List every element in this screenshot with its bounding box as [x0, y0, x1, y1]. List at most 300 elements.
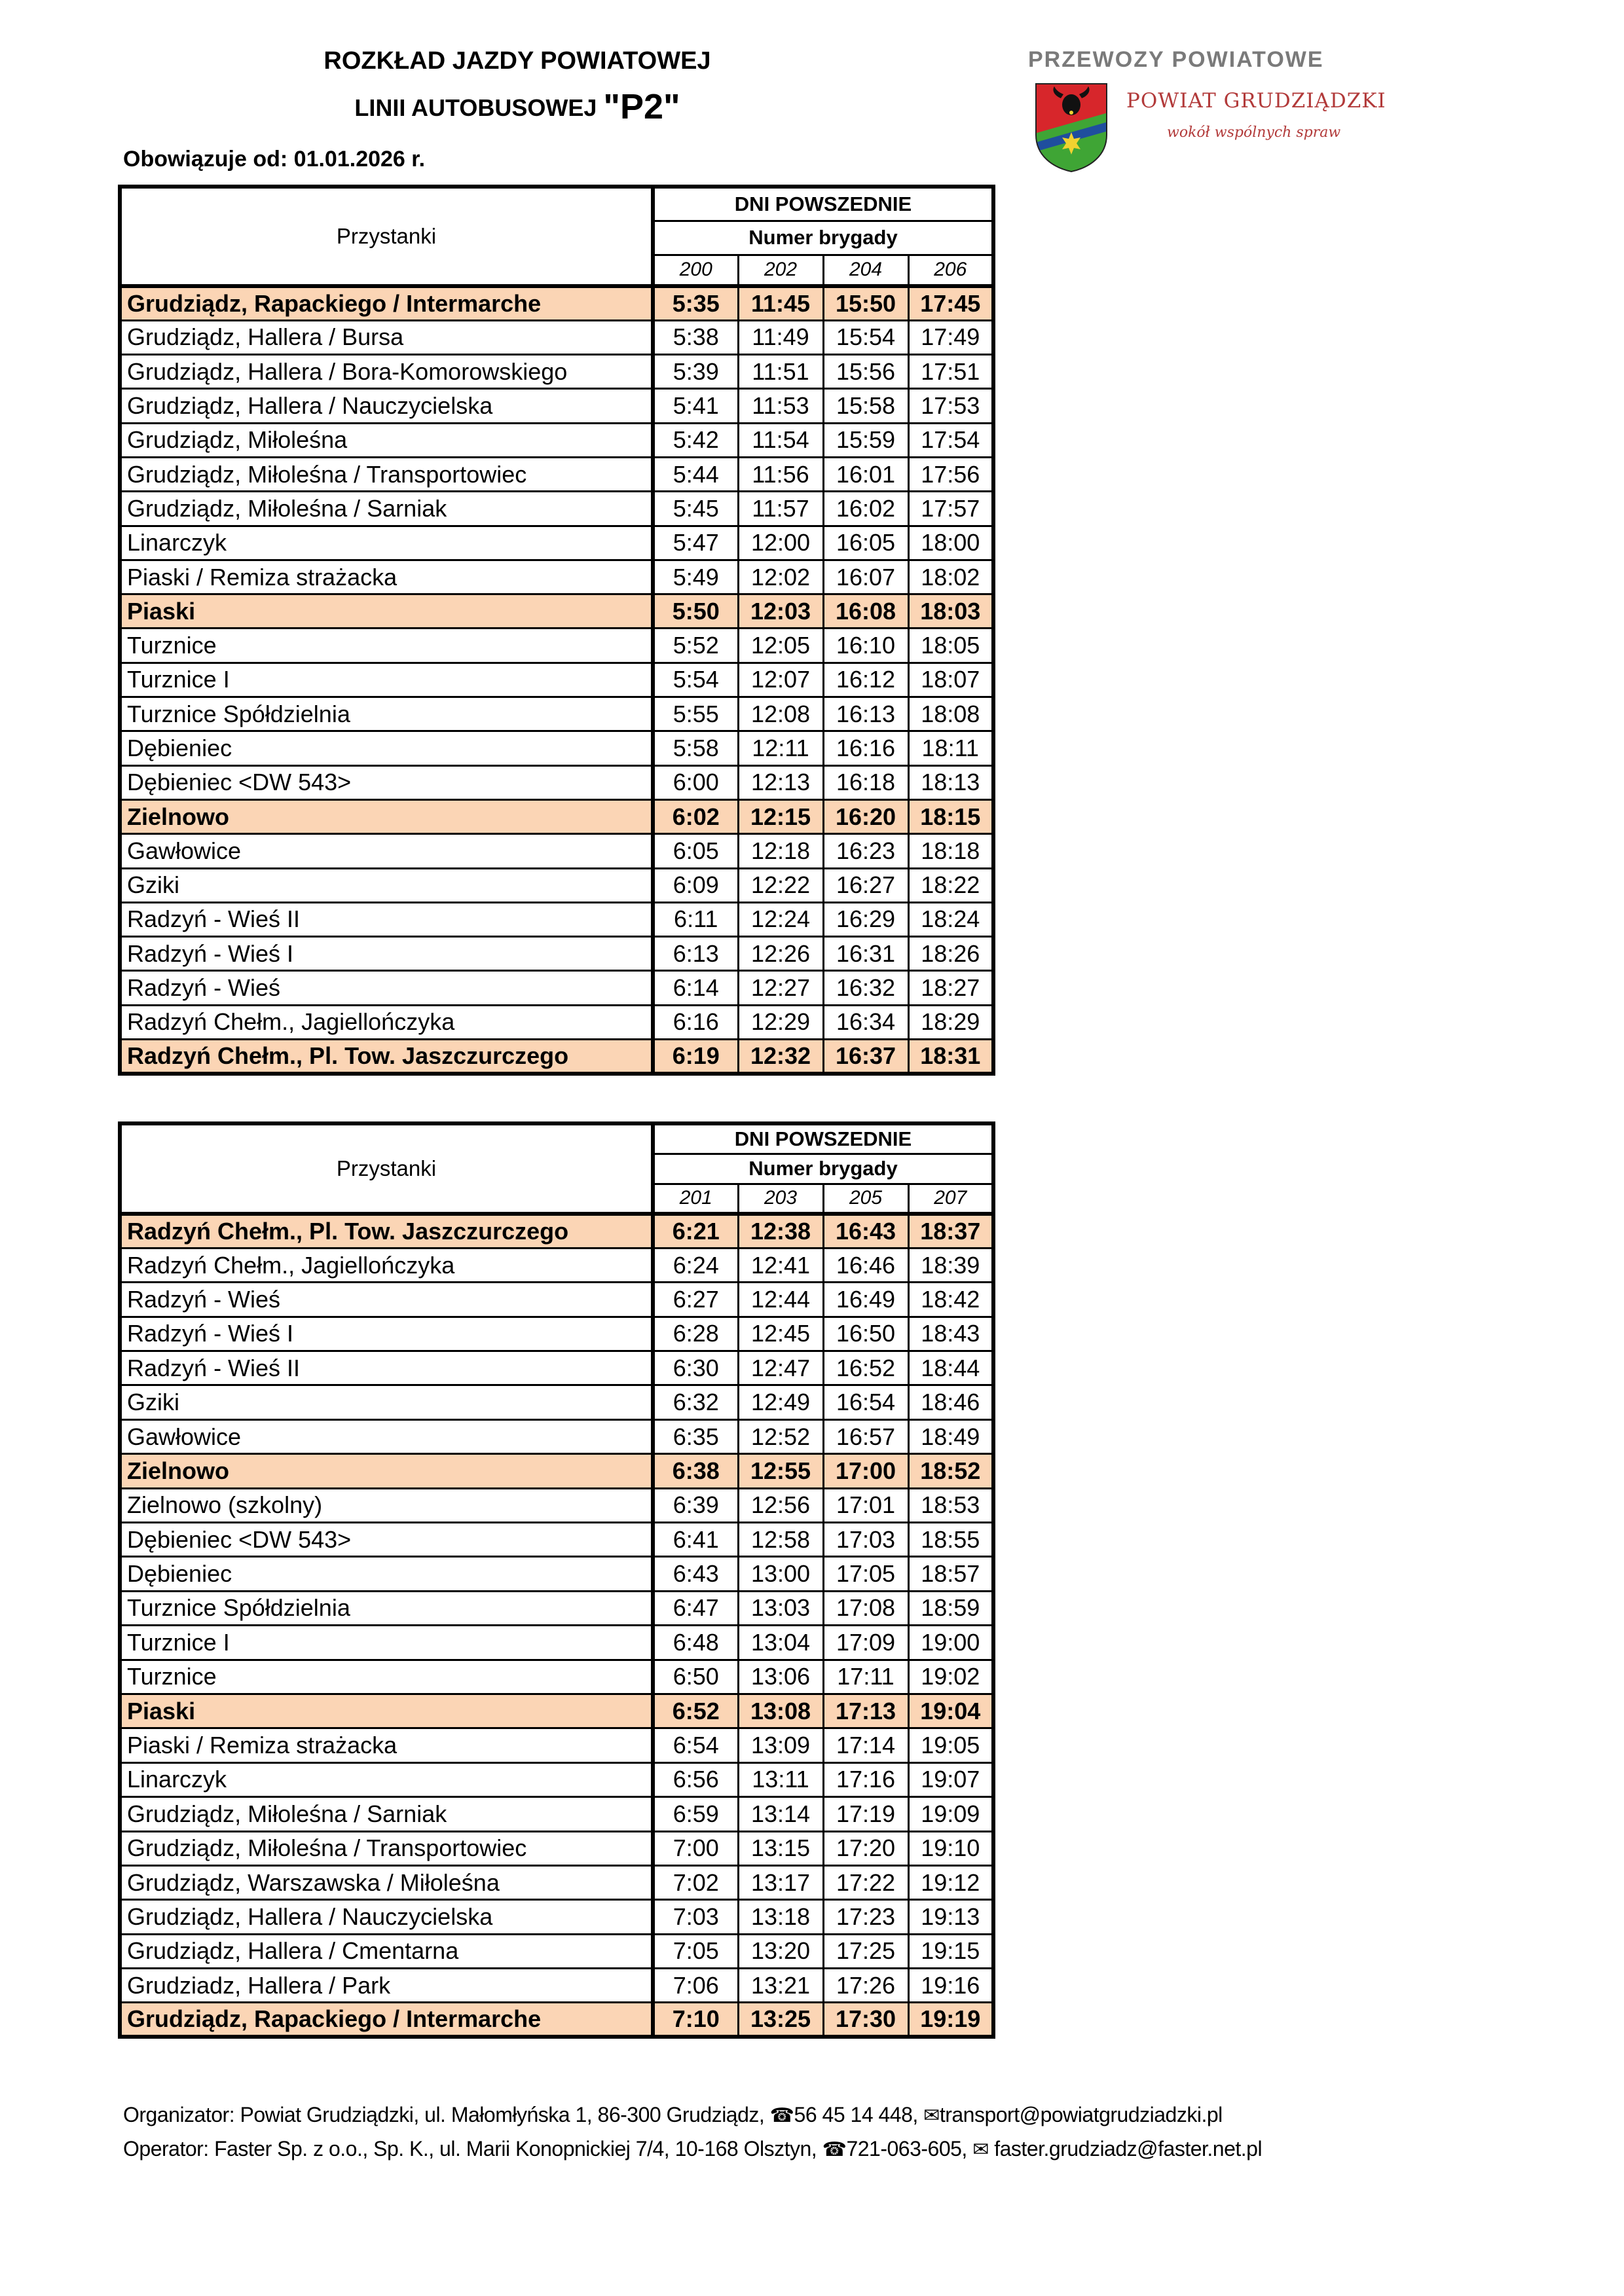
departure-time: 19:15: [908, 1934, 993, 1968]
stop-name: Radzyń - Wieś: [120, 1283, 653, 1317]
departure-time: 18:26: [908, 937, 993, 971]
departure-time: 18:52: [908, 1454, 993, 1488]
stop-name: Turznice I: [120, 663, 653, 697]
table-row: [120, 286, 993, 320]
coat-of-arms-icon: [1035, 82, 1108, 173]
departure-time: 17:01: [823, 1488, 908, 1522]
table-row: [120, 971, 993, 1005]
stop-name: Turznice I: [120, 1626, 653, 1660]
timetable-title: ROZKŁAD JAZDY POWIATOWEJ: [323, 47, 711, 75]
table-row: [120, 765, 993, 799]
departure-time: 18:39: [908, 1248, 993, 1282]
departure-time: 13:00: [738, 1557, 823, 1591]
table-row: [120, 1040, 993, 1074]
operator-email[interactable]: faster.grudziadz@faster.net.pl: [994, 2137, 1263, 2160]
departure-time: 13:18: [738, 1900, 823, 1934]
departure-time: 17:45: [908, 286, 993, 320]
stop-name: Zielnowo (szkolny): [120, 1488, 653, 1522]
departure-time: 11:53: [738, 389, 823, 423]
table-row: [120, 1865, 993, 1899]
table-row: [120, 1660, 993, 1694]
subtitle-prefix: LINII AUTOBUSOWEJ: [354, 94, 597, 121]
stop-name: Turznice Spółdzielnia: [120, 1591, 653, 1625]
departure-time: 16:43: [823, 1214, 908, 1248]
table-row: [120, 937, 993, 971]
table-row: [120, 526, 993, 560]
table-row: [120, 1454, 993, 1488]
stop-name: Grudziądz, Rapackiego / Intermarche: [120, 286, 653, 320]
departure-time: 12:44: [738, 1283, 823, 1317]
departure-time: 6:39: [653, 1488, 738, 1522]
stop-name: Radzyń Chełm., Jagiellończyka: [120, 1005, 653, 1039]
departure-time: 19:07: [908, 1762, 993, 1796]
table-row: [120, 1283, 993, 1317]
brigade-number: 202: [738, 255, 823, 286]
phone-icon: ☎: [822, 2139, 847, 2160]
departure-time: 12:45: [738, 1317, 823, 1351]
table-row: [120, 663, 993, 697]
departure-time: 18:29: [908, 1005, 993, 1039]
departure-time: 18:15: [908, 799, 993, 833]
table-row: [120, 423, 993, 457]
stop-name: Linarczyk: [120, 1762, 653, 1796]
brigade-number: 201: [653, 1184, 738, 1214]
departure-time: 12:41: [738, 1248, 823, 1282]
table-row: [120, 834, 993, 868]
departure-time: 16:18: [823, 765, 908, 799]
departure-time: 19:09: [908, 1797, 993, 1831]
stop-name: Radzyń Chełm., Pl. Tow. Jaszczurczego: [120, 1040, 653, 1074]
table-row: [120, 902, 993, 936]
departure-time: 15:50: [823, 286, 908, 320]
stop-name: Grudziądz, Hallera / Bora-Komorowskiego: [120, 355, 653, 389]
operator-info: [123, 2137, 1262, 2161]
table-row: [120, 457, 993, 491]
departure-time: 6:02: [653, 799, 738, 833]
brigade-header: Numer brygady: [653, 221, 993, 255]
table-row: [120, 1317, 993, 1351]
departure-time: 5:38: [653, 320, 738, 354]
departure-time: 7:03: [653, 1900, 738, 1934]
days-header: DNI POWSZEDNIE: [653, 1123, 993, 1154]
departure-time: 17:09: [823, 1626, 908, 1660]
departure-time: 16:49: [823, 1283, 908, 1317]
departure-time: 12:52: [738, 1419, 823, 1453]
table-row: [120, 1005, 993, 1039]
departure-time: 11:51: [738, 355, 823, 389]
departure-time: 12:47: [738, 1351, 823, 1385]
departure-time: 18:57: [908, 1557, 993, 1591]
departure-time: 13:15: [738, 1831, 823, 1865]
departure-time: 17:11: [823, 1660, 908, 1694]
line-code: "P2": [603, 87, 680, 126]
stop-name: Grudziądz, Miłoleśna: [120, 423, 653, 457]
departure-time: 6:41: [653, 1523, 738, 1557]
departure-time: 5:52: [653, 629, 738, 663]
stop-name: Gawłowice: [120, 834, 653, 868]
departure-time: 12:18: [738, 834, 823, 868]
departure-time: 11:49: [738, 320, 823, 354]
departure-time: 5:47: [653, 526, 738, 560]
stop-name: Grudziądz, Miłoleśna / Sarniak: [120, 492, 653, 526]
table-row: [120, 1557, 993, 1591]
envelope-icon: ✉: [923, 2105, 940, 2126]
organizer-phone: 56 45 14 448,: [794, 2103, 918, 2126]
departure-time: 16:20: [823, 799, 908, 833]
departure-time: 17:56: [908, 457, 993, 491]
departure-time: 17:30: [823, 2003, 908, 2037]
stop-name: Grudziądz, Miłoleśna / Transportowiec: [120, 1831, 653, 1865]
departure-time: 16:34: [823, 1005, 908, 1039]
operator-text: Operator: Faster Sp. z o.o., Sp. K., ul. Marii Konopnickiej 7/4, 10-168 Olsztyn,: [123, 2137, 817, 2160]
departure-time: 6:43: [653, 1557, 738, 1591]
stop-name: Radzyń Chełm., Pl. Tow. Jaszczurczego: [120, 1214, 653, 1248]
logo-name: POWIAT GRUDZIĄDZKI: [1126, 89, 1386, 113]
departure-time: 6:48: [653, 1626, 738, 1660]
departure-time: 6:32: [653, 1385, 738, 1419]
departure-time: 12:05: [738, 629, 823, 663]
departure-time: 13:17: [738, 1865, 823, 1899]
stop-name: Piaski / Remiza strażacka: [120, 560, 653, 594]
departure-time: 5:39: [653, 355, 738, 389]
departure-time: 17:25: [823, 1934, 908, 1968]
departure-time: 17:16: [823, 1762, 908, 1796]
brigade-number: 207: [908, 1184, 993, 1214]
departure-time: 6:54: [653, 1728, 738, 1762]
departure-time: 18:43: [908, 1317, 993, 1351]
stop-name: Turznice: [120, 629, 653, 663]
departure-time: 12:11: [738, 731, 823, 765]
departure-time: 6:50: [653, 1660, 738, 1694]
departure-time: 19:12: [908, 1865, 993, 1899]
departure-time: 12:32: [738, 1040, 823, 1074]
departure-time: 15:59: [823, 423, 908, 457]
table-row: [120, 1969, 993, 2003]
departure-time: 6:11: [653, 902, 738, 936]
stop-name: Turznice: [120, 1660, 653, 1694]
departure-time: 12:24: [738, 902, 823, 936]
departure-time: 12:55: [738, 1454, 823, 1488]
departure-time: 7:02: [653, 1865, 738, 1899]
departure-time: 18:37: [908, 1214, 993, 1248]
departure-time: 18:24: [908, 902, 993, 936]
logo-tagline: wokół wspólnych spraw: [1167, 124, 1341, 141]
table-row: [120, 492, 993, 526]
departure-time: 5:55: [653, 697, 738, 731]
valid-from: Obowiązuje od: 01.01.2026 r.: [123, 147, 426, 172]
departure-time: 18:08: [908, 697, 993, 731]
departure-time: 18:05: [908, 629, 993, 663]
departure-time: 18:03: [908, 594, 993, 629]
stops-header: Przystanki: [120, 187, 653, 286]
envelope-icon: ✉: [972, 2139, 989, 2160]
departure-time: 6:05: [653, 834, 738, 868]
departure-time: 12:26: [738, 937, 823, 971]
departure-time: 19:04: [908, 1694, 993, 1728]
table-row: [120, 1728, 993, 1762]
table-row: [120, 1626, 993, 1660]
table-row: [120, 1351, 993, 1385]
departure-time: 16:07: [823, 560, 908, 594]
departure-time: 16:50: [823, 1317, 908, 1351]
departure-time: 6:00: [653, 765, 738, 799]
departure-time: 12:38: [738, 1214, 823, 1248]
table-row: [120, 1831, 993, 1865]
days-header: DNI POWSZEDNIE: [653, 187, 993, 221]
departure-time: 18:00: [908, 526, 993, 560]
table-row: [120, 799, 993, 833]
departure-time: 16:32: [823, 971, 908, 1005]
phone-icon: ☎: [769, 2105, 794, 2126]
table-row: [120, 697, 993, 731]
table-row: [120, 320, 993, 354]
departure-time: 13:11: [738, 1762, 823, 1796]
table-row: [120, 1694, 993, 1728]
table-row: [120, 731, 993, 765]
departure-time: 16:05: [823, 526, 908, 560]
departure-time: 19:10: [908, 1831, 993, 1865]
table-row: [120, 1900, 993, 1934]
table-row: [120, 594, 993, 629]
departure-time: 16:46: [823, 1248, 908, 1282]
departure-time: 18:42: [908, 1283, 993, 1317]
departure-time: 16:13: [823, 697, 908, 731]
brigade-header: Numer brygady: [653, 1154, 993, 1184]
departure-time: 5:44: [653, 457, 738, 491]
departure-time: 16:27: [823, 868, 908, 902]
brigade-number: 200: [653, 255, 738, 286]
stop-name: Grudziądz, Hallera / Bursa: [120, 320, 653, 354]
timetable-outbound: [118, 185, 995, 1076]
stop-name: Dębieniec: [120, 731, 653, 765]
table-row: [120, 1488, 993, 1522]
table-row: [120, 1214, 993, 1248]
departure-time: 6:38: [653, 1454, 738, 1488]
departure-time: 6:13: [653, 937, 738, 971]
departure-time: 19:13: [908, 1900, 993, 1934]
departure-time: 15:58: [823, 389, 908, 423]
table-row: [120, 2003, 993, 2037]
departure-time: 17:54: [908, 423, 993, 457]
departure-time: 16:10: [823, 629, 908, 663]
departure-time: 5:35: [653, 286, 738, 320]
departure-time: 13:06: [738, 1660, 823, 1694]
departure-time: 18:53: [908, 1488, 993, 1522]
departure-time: 6:16: [653, 1005, 738, 1039]
table-row: [120, 1523, 993, 1557]
stop-name: Dębieniec <DW 543>: [120, 1523, 653, 1557]
departure-time: 17:19: [823, 1797, 908, 1831]
departure-time: 13:08: [738, 1694, 823, 1728]
departure-time: 6:28: [653, 1317, 738, 1351]
departure-time: 17:14: [823, 1728, 908, 1762]
organizer-info: [123, 2103, 1223, 2127]
departure-time: 13:20: [738, 1934, 823, 1968]
stop-name: Radzyń - Wieś: [120, 971, 653, 1005]
brigade-number: 206: [908, 255, 993, 286]
logo-top-text: PRZEWOZY POWIATOWE: [1028, 47, 1324, 72]
departure-time: 18:07: [908, 663, 993, 697]
timetable-return: [118, 1121, 995, 2039]
departure-time: 12:29: [738, 1005, 823, 1039]
departure-time: 16:52: [823, 1351, 908, 1385]
departure-time: 17:26: [823, 1969, 908, 2003]
departure-time: 6:19: [653, 1040, 738, 1074]
table-row: [120, 1248, 993, 1282]
departure-time: 15:54: [823, 320, 908, 354]
departure-time: 12:08: [738, 697, 823, 731]
departure-time: 19:00: [908, 1626, 993, 1660]
departure-time: 12:15: [738, 799, 823, 833]
table-row: [120, 389, 993, 423]
stop-name: Grudziadz, Hallera / Park: [120, 1969, 653, 2003]
departure-time: 6:27: [653, 1283, 738, 1317]
stop-name: Linarczyk: [120, 526, 653, 560]
county-logo: [1022, 47, 1414, 172]
departure-time: 18:11: [908, 731, 993, 765]
table-row: [120, 560, 993, 594]
departure-time: 12:49: [738, 1385, 823, 1419]
departure-time: 18:49: [908, 1419, 993, 1453]
departure-time: 19:19: [908, 2003, 993, 2037]
departure-time: 17:23: [823, 1900, 908, 1934]
stop-name: Grudziądz, Hallera / Nauczycielska: [120, 1900, 653, 1934]
departure-time: 18:44: [908, 1351, 993, 1385]
departure-time: 17:20: [823, 1831, 908, 1865]
brigade-number: 205: [823, 1184, 908, 1214]
departure-time: 13:25: [738, 2003, 823, 2037]
departure-time: 17:08: [823, 1591, 908, 1625]
departure-time: 18:46: [908, 1385, 993, 1419]
departure-time: 16:37: [823, 1040, 908, 1074]
departure-time: 17:53: [908, 389, 993, 423]
organizer-email[interactable]: transport@powiatgrudziadzki.pl: [939, 2103, 1223, 2126]
stop-name: Radzyń Chełm., Jagiellończyka: [120, 1248, 653, 1282]
departure-time: 7:06: [653, 1969, 738, 2003]
departure-time: 12:22: [738, 868, 823, 902]
departure-time: 18:13: [908, 765, 993, 799]
departure-time: 11:57: [738, 492, 823, 526]
departure-time: 16:08: [823, 594, 908, 629]
departure-time: 17:57: [908, 492, 993, 526]
departure-time: 7:05: [653, 1934, 738, 1968]
departure-time: 16:54: [823, 1385, 908, 1419]
departure-time: 16:01: [823, 457, 908, 491]
table-row: [120, 1934, 993, 1968]
departure-time: 18:22: [908, 868, 993, 902]
departure-time: 17:05: [823, 1557, 908, 1591]
departure-time: 11:54: [738, 423, 823, 457]
departure-time: 12:56: [738, 1488, 823, 1522]
stop-name: Piaski / Remiza strażacka: [120, 1728, 653, 1762]
departure-time: 15:56: [823, 355, 908, 389]
departure-time: 17:00: [823, 1454, 908, 1488]
stop-name: Grudziądz, Hallera / Cmentarna: [120, 1934, 653, 1968]
table-row: [120, 868, 993, 902]
departure-time: 6:56: [653, 1762, 738, 1796]
departure-time: 17:49: [908, 320, 993, 354]
stop-name: Piaski: [120, 1694, 653, 1728]
stop-name: Radzyń - Wieś II: [120, 1351, 653, 1385]
departure-time: 6:30: [653, 1351, 738, 1385]
table-row: [120, 1591, 993, 1625]
departure-time: 16:12: [823, 663, 908, 697]
stop-name: Radzyń - Wieś I: [120, 937, 653, 971]
departure-time: 6:59: [653, 1797, 738, 1831]
departure-time: 19:16: [908, 1969, 993, 2003]
departure-time: 6:24: [653, 1248, 738, 1282]
stop-name: Zielnowo: [120, 1454, 653, 1488]
departure-time: 19:05: [908, 1728, 993, 1762]
departure-time: 18:02: [908, 560, 993, 594]
departure-time: 6:35: [653, 1419, 738, 1453]
table-row: [120, 1385, 993, 1419]
departure-time: 11:45: [738, 286, 823, 320]
stop-name: Grudziądz, Hallera / Nauczycielska: [120, 389, 653, 423]
departure-time: 6:09: [653, 868, 738, 902]
departure-time: 16:23: [823, 834, 908, 868]
departure-time: 6:52: [653, 1694, 738, 1728]
departure-time: 12:58: [738, 1523, 823, 1557]
departure-time: 18:55: [908, 1523, 993, 1557]
table-row: [120, 629, 993, 663]
brigade-number: 203: [738, 1184, 823, 1214]
table-row: [120, 355, 993, 389]
stop-name: Zielnowo: [120, 799, 653, 833]
stop-name: Radzyń - Wieś I: [120, 1317, 653, 1351]
departure-time: 7:10: [653, 2003, 738, 2037]
departure-time: 6:14: [653, 971, 738, 1005]
departure-time: 5:41: [653, 389, 738, 423]
departure-time: 5:42: [653, 423, 738, 457]
departure-time: 12:03: [738, 594, 823, 629]
brigade-number: 204: [823, 255, 908, 286]
departure-time: 12:07: [738, 663, 823, 697]
departure-time: 18:18: [908, 834, 993, 868]
departure-time: 11:56: [738, 457, 823, 491]
stop-name: Dębieniec: [120, 1557, 653, 1591]
stop-name: Gziki: [120, 1385, 653, 1419]
departure-time: 13:14: [738, 1797, 823, 1831]
departure-time: 13:21: [738, 1969, 823, 2003]
departure-time: 17:13: [823, 1694, 908, 1728]
departure-time: 16:02: [823, 492, 908, 526]
stop-name: Dębieniec <DW 543>: [120, 765, 653, 799]
departure-time: 13:03: [738, 1591, 823, 1625]
departure-time: 16:16: [823, 731, 908, 765]
departure-time: 13:04: [738, 1626, 823, 1660]
departure-time: 19:02: [908, 1660, 993, 1694]
table-row: [120, 1797, 993, 1831]
departure-time: 12:13: [738, 765, 823, 799]
departure-time: 5:50: [653, 594, 738, 629]
stop-name: Piaski: [120, 594, 653, 629]
stop-name: Grudziądz, Rapackiego / Intermarche: [120, 2003, 653, 2037]
departure-time: 18:27: [908, 971, 993, 1005]
table-row: [120, 1419, 993, 1453]
timetable-subtitle: [118, 86, 917, 127]
departure-time: 7:00: [653, 1831, 738, 1865]
departure-time: 13:09: [738, 1728, 823, 1762]
stop-name: Grudziądz, Miłoleśna / Transportowiec: [120, 457, 653, 491]
departure-time: 17:03: [823, 1523, 908, 1557]
table-row: [120, 1762, 993, 1796]
departure-time: 16:57: [823, 1419, 908, 1453]
stop-name: Grudziądz, Warszawska / Miłoleśna: [120, 1865, 653, 1899]
departure-time: 5:45: [653, 492, 738, 526]
departure-time: 12:00: [738, 526, 823, 560]
departure-time: 5:49: [653, 560, 738, 594]
